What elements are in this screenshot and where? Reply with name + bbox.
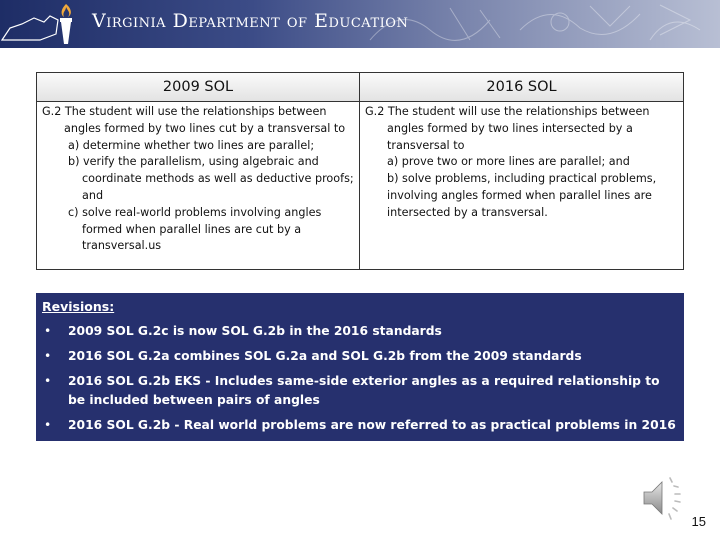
standard-item: a) prove two or more lines are parallel; and [387,155,630,169]
virginia-outline-icon [0,14,60,44]
standard-stem: G.2 The student will use the relationships between angles formed by two lines cut by a transversal to [42,105,346,135]
banner-title: Virginia Department of Education [92,10,409,32]
column-heading-2009: 2009 SOL [37,73,359,102]
standard-item: a) determine whether two lines are parallel; [68,138,315,152]
header-banner [0,0,720,48]
revisions-title: Revisions: [42,299,115,314]
bullet: • [44,349,52,363]
standard-item: b) verify the parallelism, using algebraic and coordinate methods as well as deductive proofs; and [68,155,354,202]
revision-text: 2016 SOL G.2b EKS - Includes same-side exterior angles as a required relationship to be included between pairs of angles [68,374,660,407]
bullet: • [44,418,52,432]
standard-item: b) solve problems, including practical problems, involving angles formed when parallel lines are intersected by a transversal. [387,172,657,219]
banner-decoration [360,0,720,48]
sol-2009-column [37,73,360,269]
bullet: • [44,324,52,338]
column-heading-2016: 2016 SOL [360,73,683,102]
revisions-box [36,293,684,441]
speaker-icon[interactable] [640,474,686,522]
revision-item [42,347,678,366]
sol-2016-column [360,73,683,269]
revision-item [42,322,678,341]
column-body-2016 [360,102,683,222]
page-number: 15 [691,514,706,529]
column-body-2009 [37,102,359,255]
torch-icon [52,2,80,46]
sol-comparison-table [36,72,684,270]
revision-text: 2016 SOL G.2b - Real world problems are now referred to as practical problems in 2016 [68,418,676,432]
revision-item [42,416,678,435]
standard-stem: G.2 The student will use the relationships between angles formed by two lines intersected by a transversal to [365,105,650,152]
revision-item [42,372,678,410]
revision-text: 2016 SOL G.2a combines SOL G.2a and SOL G.2b from the 2009 standards [68,349,582,363]
bullet: • [44,374,52,388]
revision-text: 2009 SOL G.2c is now SOL G.2b in the 2016 standards [68,324,442,338]
standard-item: c) solve real-world problems involving angles formed when parallel lines are cut by a transversal.us [68,205,322,253]
